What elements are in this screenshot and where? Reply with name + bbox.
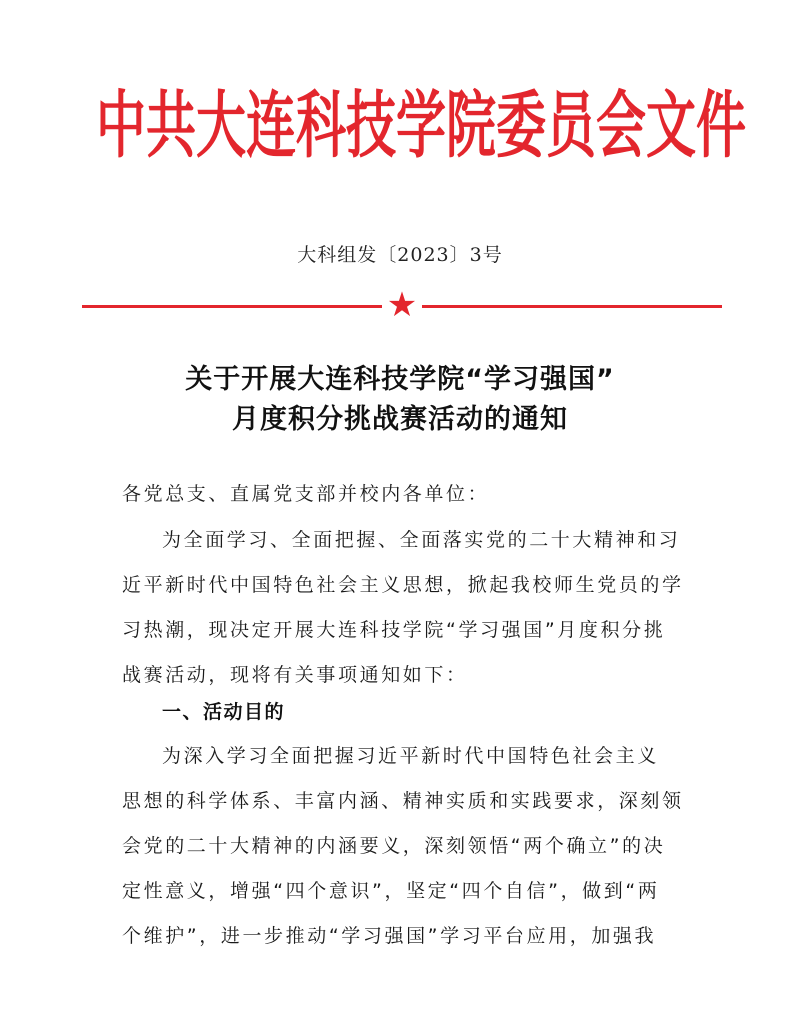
- paragraph-1-line-4: 战赛活动，现将有关事项通知如下：: [122, 664, 468, 686]
- paragraph-2-line-2: 思想的科学体系、丰富内涵、精神实质和实践要求，深刻领: [122, 790, 684, 812]
- paragraph-1-line-3: 习热潮，现决定开展大连科技学院“学习强国”月度积分挑: [122, 619, 666, 641]
- star-icon: ★: [386, 285, 418, 325]
- divider-line-left: [82, 305, 382, 308]
- red-divider: [82, 285, 722, 325]
- paragraph-2-line-5: 个维护”，进一步推动“学习强国”学习平台应用，加强我: [122, 925, 657, 947]
- divider-line-right: [422, 305, 722, 308]
- section-heading-1: 一、活动目的: [162, 701, 286, 723]
- paragraph-2-line-3: 会党的二十大精神的内涵要义，深刻领悟“两个确立”的决: [122, 835, 666, 857]
- notice-title-line-1: 关于开展大连科技学院“学习强国”: [185, 364, 615, 395]
- document-masthead: 中共大连科技学院委员会文件: [96, 82, 746, 169]
- paragraph-2-line-4: 定性意义，增强“四个意识”，坚定“四个自信”，做到“两: [122, 880, 660, 902]
- document-number: 大科组发〔2023〕3号: [297, 244, 503, 266]
- paragraph-1-line-1: 为全面学习、全面把握、全面落实党的二十大精神和习: [162, 529, 681, 551]
- salutation: 各党总支、直属党支部并校内各单位：: [122, 483, 490, 505]
- paragraph-2-line-1: 为深入学习全面把握习近平新时代中国特色社会主义: [162, 745, 659, 767]
- notice-title-line-2: 月度积分挑战赛活动的通知: [232, 404, 568, 435]
- paragraph-1-line-2: 近平新时代中国特色社会主义思想，掀起我校师生党员的学: [122, 574, 684, 596]
